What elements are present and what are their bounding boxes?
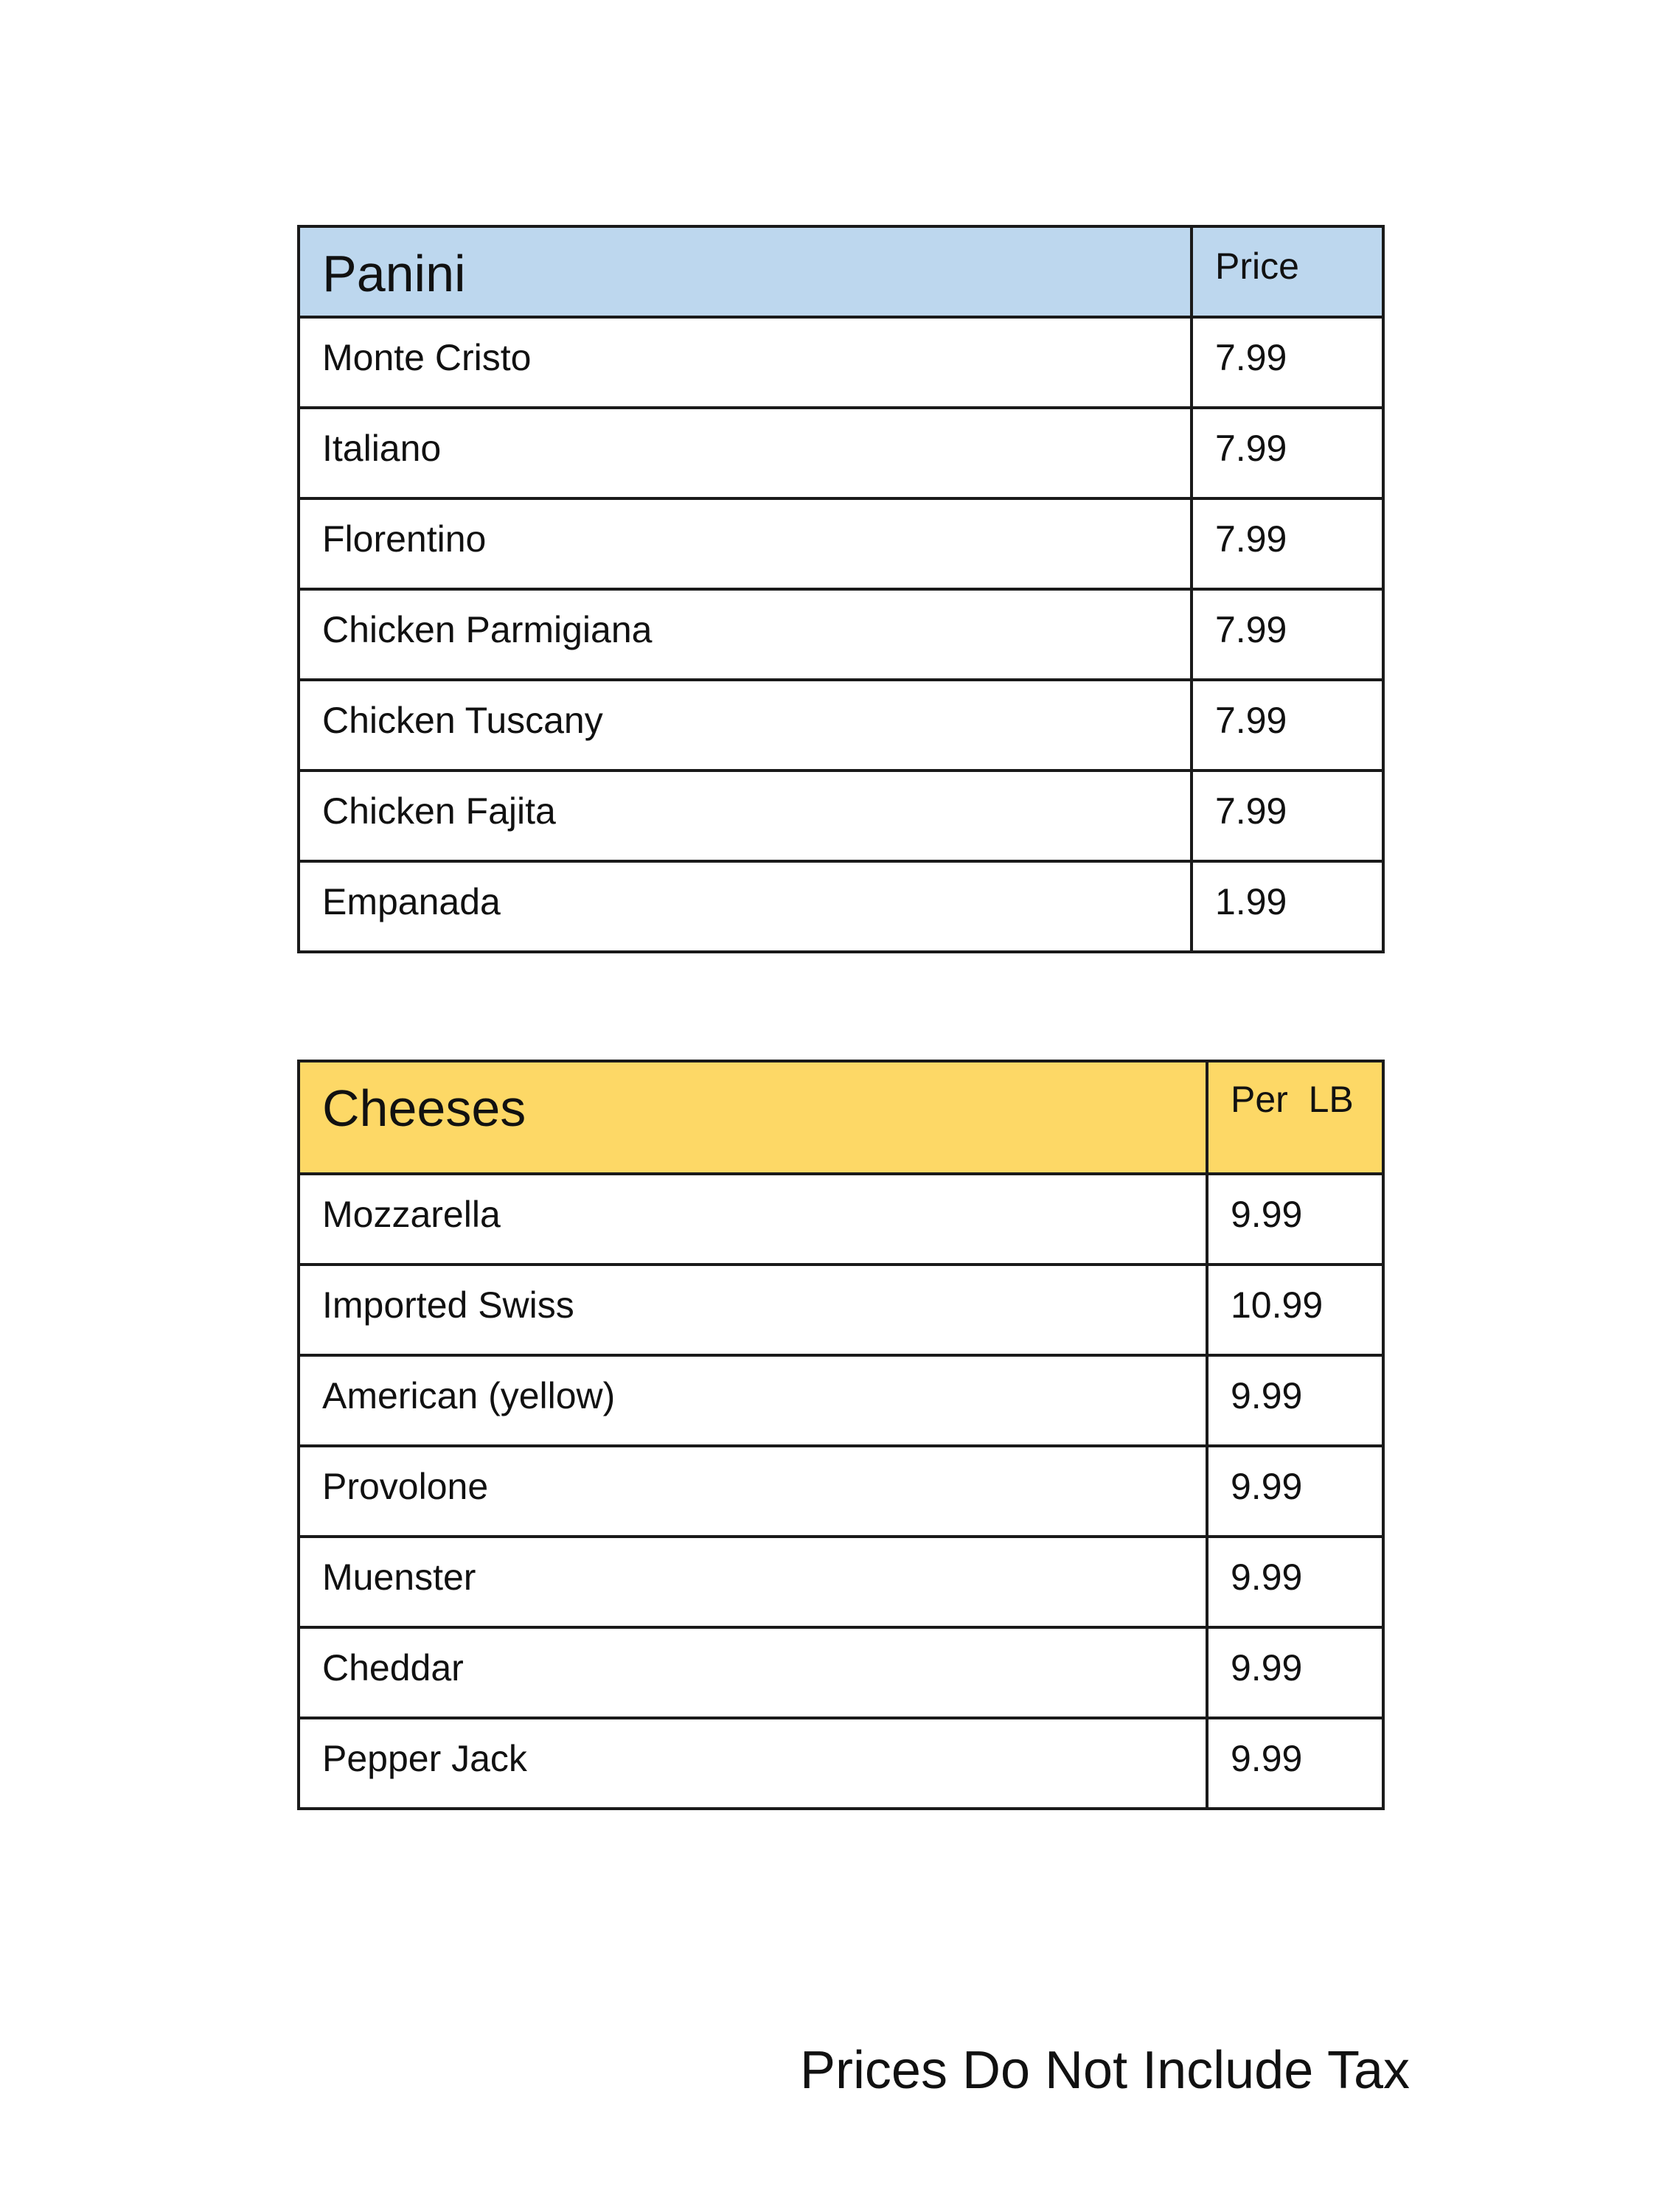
item-name: Empanada [299, 861, 1192, 952]
panini-menu-table [297, 225, 1385, 953]
panini-header-row [299, 226, 1383, 317]
item-price: 7.99 [1192, 771, 1383, 861]
item-name: Imported Swiss [299, 1265, 1207, 1355]
table-row [299, 1537, 1383, 1627]
item-price: 9.99 [1207, 1718, 1383, 1809]
item-name: Pepper Jack [299, 1718, 1207, 1809]
item-price: 7.99 [1192, 680, 1383, 771]
item-price: 9.99 [1207, 1174, 1383, 1265]
table-row [299, 1174, 1383, 1265]
table-row [299, 1627, 1383, 1718]
table-row [299, 317, 1383, 408]
item-price: 9.99 [1207, 1355, 1383, 1446]
panini-price-header: Price [1192, 226, 1383, 317]
item-price: 7.99 [1192, 317, 1383, 408]
table-row [299, 1355, 1383, 1446]
item-name: Cheddar [299, 1627, 1207, 1718]
item-name: Muenster [299, 1537, 1207, 1627]
item-price: 1.99 [1192, 861, 1383, 952]
item-price: 10.99 [1207, 1265, 1383, 1355]
cheeses-header-row [299, 1061, 1383, 1174]
item-name: Florentino [299, 498, 1192, 589]
table-row [299, 589, 1383, 680]
item-name: Chicken Fajita [299, 771, 1192, 861]
panini-title: Panini [299, 226, 1192, 317]
item-name: Chicken Tuscany [299, 680, 1192, 771]
item-price: 9.99 [1207, 1446, 1383, 1537]
item-price: 7.99 [1192, 408, 1383, 498]
item-price: 9.99 [1207, 1627, 1383, 1718]
cheeses-price-header: Per LB [1207, 1061, 1383, 1174]
table-row [299, 498, 1383, 589]
table-row [299, 680, 1383, 771]
table-row [299, 1718, 1383, 1809]
tax-disclaimer: Prices Do Not Include Tax [799, 2041, 1410, 2100]
item-price: 7.99 [1192, 589, 1383, 680]
item-name: Mozzarella [299, 1174, 1207, 1265]
item-name: Italiano [299, 408, 1192, 498]
table-row [299, 861, 1383, 952]
table-row [299, 1265, 1383, 1355]
item-name: Chicken Parmigiana [299, 589, 1192, 680]
item-name: Monte Cristo [299, 317, 1192, 408]
table-row [299, 1446, 1383, 1537]
table-row [299, 408, 1383, 498]
item-price: 7.99 [1192, 498, 1383, 589]
cheeses-menu-table [297, 1060, 1385, 1810]
item-price: 9.99 [1207, 1537, 1383, 1627]
table-row [299, 771, 1383, 861]
item-name: American (yellow) [299, 1355, 1207, 1446]
cheeses-title: Cheeses [299, 1061, 1207, 1174]
item-name: Provolone [299, 1446, 1207, 1537]
